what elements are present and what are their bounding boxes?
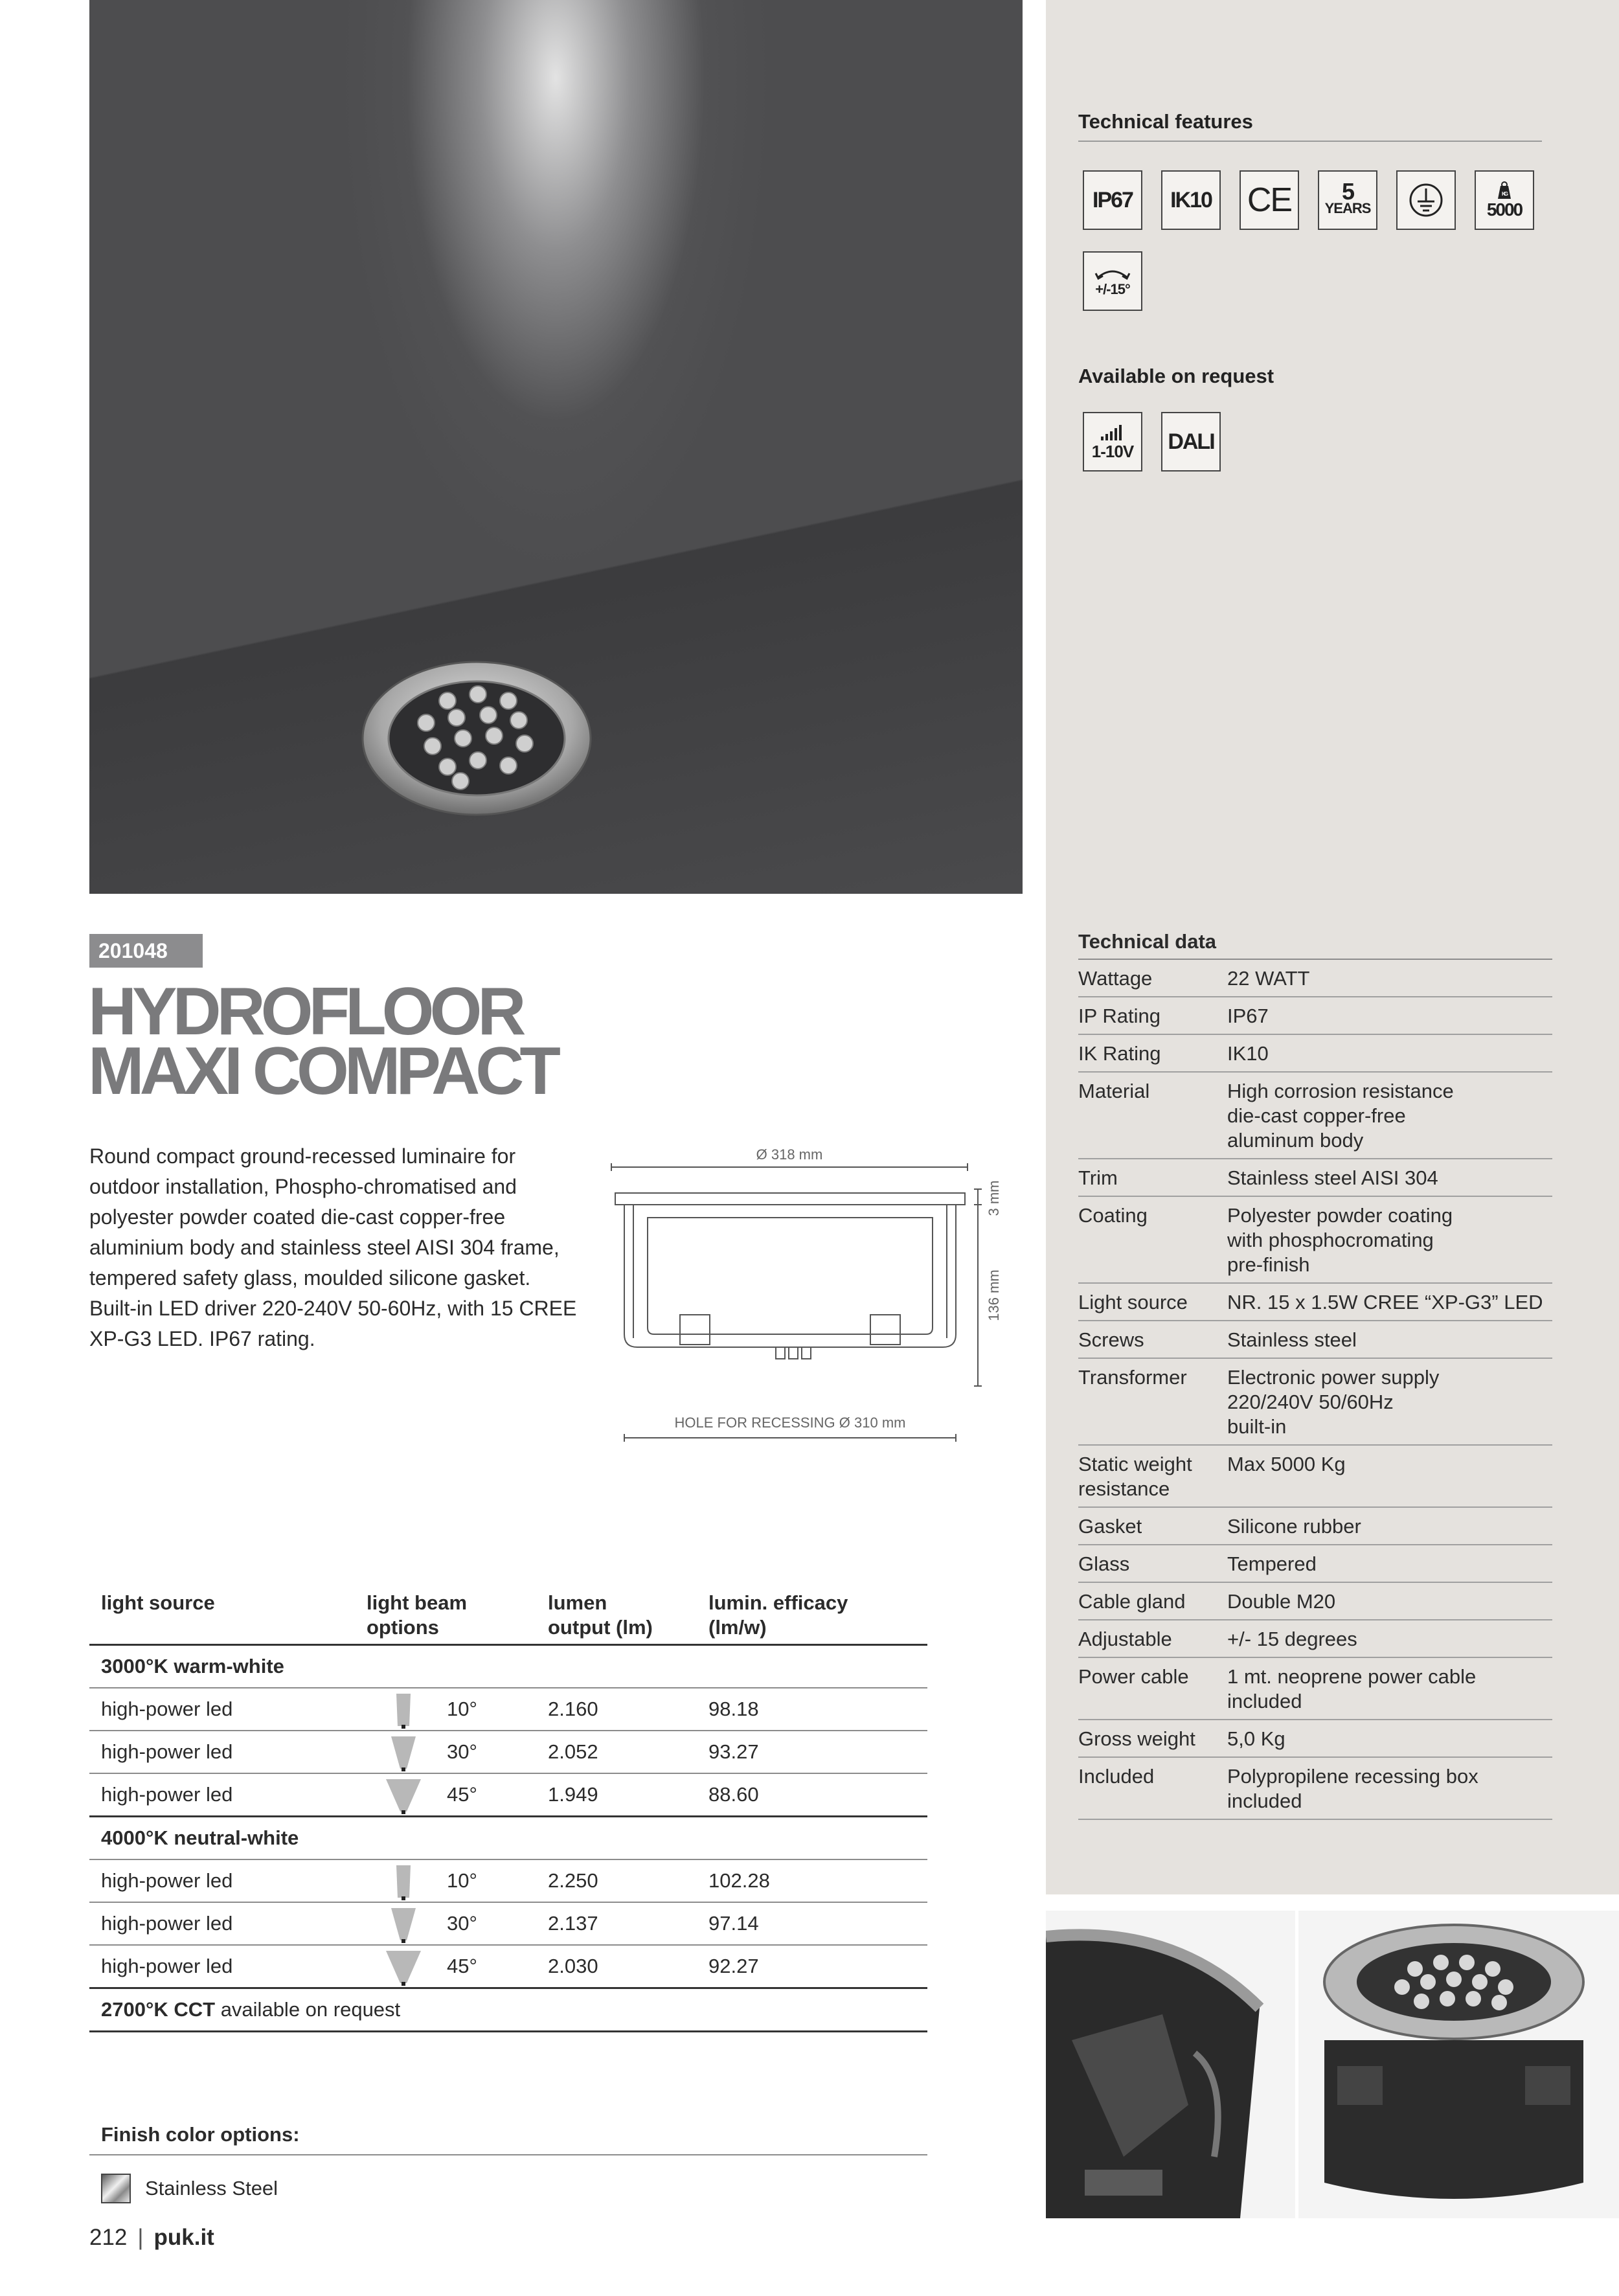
product-title-line2: MAXI COMPACT: [88, 1034, 556, 1109]
tilt-arrow-icon: [1093, 264, 1132, 281]
technical-data-value: Silicone rubber: [1227, 1515, 1361, 1538]
page-footer: [89, 2223, 214, 2253]
finish-title: Finish color options:: [101, 2123, 300, 2146]
recessing-box-photo: [1046, 1911, 1295, 2218]
beam-angle-value: 45°: [447, 1783, 477, 1806]
efficacy-cell: 88.60: [708, 1783, 759, 1806]
technical-data-row: [1078, 1620, 1552, 1658]
lumen-output-cell: 2.030: [548, 1955, 598, 1977]
beam-cell: [367, 1688, 548, 1730]
technical-data-value: High corrosion resistance die-cast copper-free aluminum body: [1227, 1080, 1454, 1152]
technical-data-key: Transformer: [1078, 1366, 1187, 1389]
finish-option-label: Stainless Steel: [145, 2177, 278, 2199]
table-row: [89, 1860, 927, 1903]
header-lumen: lumen output (lm): [548, 1591, 653, 1639]
technical-data-value: Polypropilene recessing box included: [1227, 1765, 1478, 1812]
technical-data-key: Wattage: [1078, 967, 1153, 990]
technical-data-value: 22 WATT: [1227, 967, 1310, 990]
table-row: [89, 1903, 927, 1946]
technical-data-value: 1 mt. neoprene power cable included: [1227, 1665, 1477, 1712]
technical-data-key: Trim: [1078, 1166, 1118, 1189]
technical-data-key: Glass: [1078, 1552, 1130, 1575]
diameter-label: Ø 318 mm: [756, 1146, 823, 1163]
technical-data-value: IP67: [1227, 1005, 1269, 1027]
beam-angle-icon: [385, 1735, 422, 1771]
light-source-cell: high-power led: [101, 1783, 233, 1806]
technical-data-value: Max 5000 Kg: [1227, 1453, 1346, 1475]
beam-cell: [367, 1946, 548, 1987]
technical-data-value: Stainless steel: [1227, 1328, 1357, 1351]
beam-angle-icon: [385, 1949, 422, 1986]
technical-data-key: Static weight resistance: [1078, 1453, 1192, 1500]
technical-data-key: Cable gland: [1078, 1590, 1186, 1613]
efficacy-cell: 102.28: [708, 1869, 770, 1892]
technical-data-value: Stainless steel AISI 304: [1227, 1166, 1438, 1189]
technical-data-key: Power cable: [1078, 1665, 1189, 1688]
table-row: [89, 1946, 927, 1989]
beam-angle-icon: [385, 1692, 422, 1729]
technical-data-key: Gasket: [1078, 1515, 1142, 1538]
performance-table-body: [89, 1646, 927, 1989]
warranty-years-icon: 5 YEARS: [1318, 170, 1377, 230]
technical-data-key: Light source: [1078, 1291, 1188, 1313]
recessing-box-image: [1046, 1911, 1295, 2218]
beam-angle-value: 30°: [447, 1740, 477, 1763]
lumen-output-cell: 2.137: [548, 1912, 598, 1935]
technical-data-row: [1078, 1658, 1552, 1720]
lumen-output-cell: 1.949: [548, 1783, 598, 1806]
product-title-line1: HYDROFLOOR: [88, 974, 522, 1049]
table-row: [89, 1688, 927, 1731]
luminaire-in-box-image: [1298, 1911, 1619, 2218]
technical-data-row: [1078, 1446, 1552, 1508]
technical-data-key: Adjustable: [1078, 1628, 1172, 1650]
ip67-icon: IP67: [1083, 170, 1142, 230]
technical-data-value: 5,0 Kg: [1227, 1727, 1285, 1750]
product-code: 201048: [89, 934, 203, 968]
lumen-output-cell: 2.250: [548, 1869, 598, 1892]
efficacy-cell: 98.18: [708, 1698, 759, 1720]
technical-features-title: Technical features: [1078, 110, 1253, 133]
technical-data-row: [1078, 1321, 1552, 1359]
flange-label: 3 mm: [986, 1180, 1002, 1216]
beam-cell: [367, 1731, 548, 1773]
technical-data-row: [1078, 1197, 1552, 1284]
hero-photo: [89, 0, 1023, 894]
dimmer-bars-icon: [1098, 422, 1127, 442]
light-source-cell: high-power led: [101, 1869, 233, 1892]
technical-data-key: Gross weight: [1078, 1727, 1195, 1750]
technical-data-row: [1078, 1545, 1552, 1583]
beam-cell: [367, 1860, 548, 1902]
technical-data-value: Double M20: [1227, 1590, 1336, 1613]
luminaire-in-box-photo: [1298, 1911, 1619, 2218]
ce-mark-icon: CE: [1240, 170, 1299, 230]
beam-angle-icon: [385, 1907, 422, 1943]
available-on-request-title: Available on request: [1078, 365, 1274, 387]
technical-data-row: [1078, 1720, 1552, 1758]
technical-drawing: [602, 1140, 1004, 1451]
technical-data-value: Electronic power supply 220/240V 50/60Hz built-in: [1227, 1366, 1440, 1438]
dali-icon: DALI: [1161, 412, 1221, 472]
divider: [89, 2154, 927, 2155]
table-row: [89, 1731, 927, 1774]
table-row: [89, 1774, 927, 1817]
product-description: Round compact ground-recessed luminaire for outdoor installation, Phospho-chromatised and polyester powder coated die-cast copper-free aluminium body and stainless steel AISI 304 frame, tempered safety glass, moulded silicone gasket. Built-in LED driver 220-240V 50-60Hz, with 15 CREE XP-G3 LED. IP67 rating.: [89, 1144, 577, 1350]
technical-data-title: Technical data: [1078, 930, 1552, 960]
technical-data-row: [1078, 1284, 1552, 1321]
adjustable-tilt-icon: +/-15°: [1083, 251, 1142, 311]
cct-group-label: 4000°K neutral-white: [89, 1817, 927, 1860]
ground-symbol-icon: [1407, 181, 1445, 220]
header-light-source: light source: [101, 1591, 215, 1614]
lumen-output-cell: 2.052: [548, 1740, 598, 1763]
beam-angle-value: 10°: [447, 1698, 477, 1720]
efficacy-cell: 97.14: [708, 1912, 759, 1935]
light-source-cell: high-power led: [101, 1698, 233, 1720]
lumen-output-cell: 2.160: [548, 1698, 598, 1720]
light-source-cell: high-power led: [101, 1955, 233, 1977]
beam-angle-icon: [385, 1864, 422, 1900]
technical-data-value: +/- 15 degrees: [1227, 1628, 1357, 1650]
technical-data-row: [1078, 1073, 1552, 1159]
beam-angle-icon: [385, 1778, 422, 1814]
cct-group-label: 3000°K warm-white: [89, 1646, 927, 1688]
technical-data-row: [1078, 1159, 1552, 1197]
earth-ground-icon: [1396, 170, 1456, 230]
weight-icon: [1493, 181, 1516, 200]
divider: [1078, 141, 1542, 142]
technical-data-key: Included: [1078, 1765, 1155, 1788]
site-link[interactable]: puk.it: [153, 2225, 214, 2250]
luminaire-image: [89, 0, 1023, 894]
technical-data-value: Polyester powder coating with phosphocromating pre-finish: [1227, 1204, 1453, 1276]
technical-data-table: [1078, 930, 1552, 1820]
cct-footnote: 2700°K CCT available on request: [89, 1989, 927, 2032]
technical-data-key: IP Rating: [1078, 1005, 1160, 1027]
performance-table: [89, 1588, 927, 2032]
header-efficacy: lumin. efficacy (lm/w): [708, 1591, 848, 1639]
weight-5000kg-icon: KG 5000: [1475, 170, 1534, 230]
beam-angle-value: 10°: [447, 1869, 477, 1892]
technical-data-value: NR. 15 x 1.5W CREE “XP-G3” LED: [1227, 1291, 1543, 1313]
technical-data-value: Tempered: [1227, 1552, 1317, 1575]
beam-angle-value: 45°: [447, 1955, 477, 1977]
technical-data-row: [1078, 960, 1552, 997]
efficacy-cell: 93.27: [708, 1740, 759, 1763]
svg-text:KG: KG: [1502, 191, 1507, 197]
technical-data-row: [1078, 1758, 1552, 1820]
technical-data-row: [1078, 997, 1552, 1035]
footer-separator: |: [137, 2225, 144, 2250]
light-source-cell: high-power led: [101, 1912, 233, 1935]
light-source-cell: high-power led: [101, 1740, 233, 1763]
ik10-icon: IK10: [1161, 170, 1221, 230]
page-number: 212: [89, 2225, 128, 2250]
technical-data-key: IK Rating: [1078, 1042, 1161, 1065]
technical-data-row: [1078, 1035, 1552, 1073]
technical-data-key: Screws: [1078, 1328, 1144, 1351]
beam-angle-value: 30°: [447, 1912, 477, 1935]
technical-data-row: [1078, 1359, 1552, 1446]
technical-data-value: IK10: [1227, 1042, 1269, 1065]
beam-cell: [367, 1903, 548, 1944]
technical-data-key: Coating: [1078, 1204, 1148, 1227]
performance-table-header: [89, 1588, 927, 1646]
depth-label: 136 mm: [986, 1269, 1002, 1321]
header-light-beam: light beam options: [367, 1591, 468, 1639]
technical-data-row: [1078, 1583, 1552, 1620]
stainless-steel-swatch: [101, 2174, 131, 2203]
beam-cell: [367, 1774, 548, 1815]
technical-data-row: [1078, 1508, 1552, 1545]
hole-label: HOLE FOR RECESSING Ø 310 mm: [674, 1415, 906, 1431]
technical-data-key: Material: [1078, 1080, 1150, 1102]
technical-data-rows: [1078, 960, 1552, 1820]
dimming-1-10v-icon: 1-10V: [1083, 412, 1142, 472]
efficacy-cell: 92.27: [708, 1955, 759, 1977]
